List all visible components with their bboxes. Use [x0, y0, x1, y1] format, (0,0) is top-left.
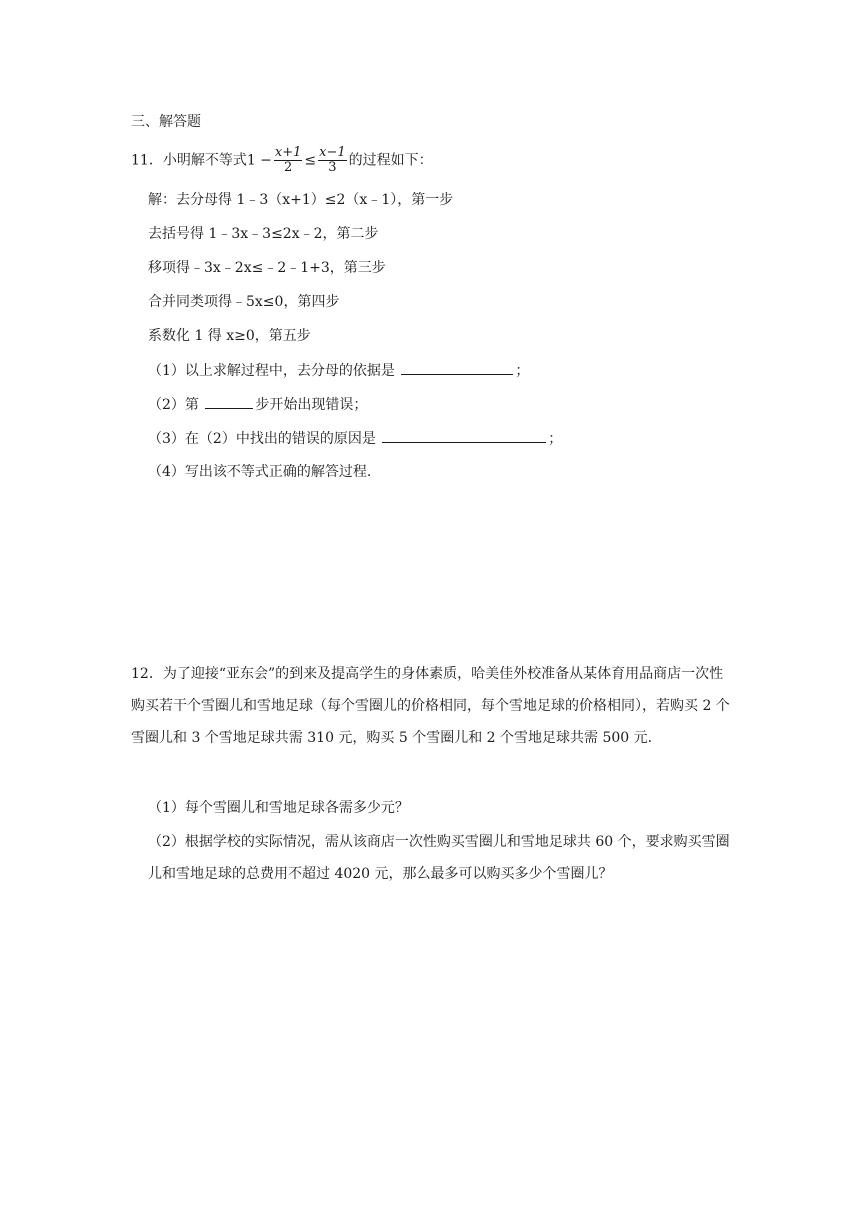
- solution-step-1: 解：去分母得 1﹣3（x+1）≤2（x﹣1），第一步: [148, 192, 454, 208]
- part-2-end: 步开始出现错误；: [255, 397, 368, 413]
- fraction-one: [274, 146, 303, 175]
- fraction-one-numerator: x+1: [274, 145, 302, 160]
- question-12-part-2: （2）根据学校的实际情况，需从该商店一次性购买雪圈儿和雪地足球共 60 个，要求购买雪圈儿和雪地足球的总费用不超过 4020 元，那么最多可以购买多少个雪圈儿？: [148, 834, 730, 882]
- part-1-end: ；: [515, 363, 530, 379]
- question-11-stem-text: 小明解不等式: [162, 152, 247, 169]
- question-11-part-3: [148, 428, 562, 449]
- inequality-left: 1 −: [246, 152, 272, 169]
- question-12-number: 12．: [131, 666, 163, 682]
- answer-blank-2[interactable]: [205, 394, 253, 409]
- question-11-stem-tail: 的过程如下：: [348, 152, 433, 169]
- solution-step-4: 合并同类项得﹣5x≤0，第四步: [148, 294, 340, 310]
- question-11-number: 11．: [131, 152, 163, 169]
- question-12-part-1: （1）每个雪圈儿和雪地足球各需多少元？: [148, 800, 409, 816]
- question-11-part-2: [148, 394, 367, 415]
- answer-blank-3[interactable]: [382, 428, 546, 443]
- question-11-part-1: [148, 360, 529, 381]
- part-2-text: （2）第: [148, 397, 199, 413]
- question-11-part-4: （4）写出该不等式正确的解答过程.: [148, 464, 372, 480]
- fraction-one-denominator: 2: [284, 160, 293, 175]
- fraction-two-denominator: 3: [328, 160, 337, 175]
- part-3-end: ；: [548, 431, 563, 447]
- solution-step-5: 系数化 1 得 x≥0，第五步: [148, 328, 311, 344]
- solution-step-2: 去括号得 1﹣3x﹣3≤2x﹣2，第二步: [148, 226, 379, 242]
- question-11-stem: [131, 146, 433, 175]
- part-3-text: （3）在（2）中找出的错误的原因是: [148, 431, 376, 447]
- section-title: 三、解答题: [131, 114, 201, 130]
- fraction-two-numerator: x−1: [319, 145, 346, 160]
- fraction-two: [318, 146, 347, 175]
- inequality-sign: ≤: [304, 152, 317, 169]
- question-12-stem-text: 为了迎接“亚东会”的到来及提高学生的身体素质，哈美佳外校准备从某体育用品商店一次性购买若干个雪圈儿和雪地足球（每个雪圈儿的价格相同，每个雪地足球的价格相同），若购买 2 个雪圈儿和 3 个雪地足球共需 310 元，购买 5 个雪圈儿和 2 个雪地足球共需 500 元.: [131, 666, 730, 746]
- answer-blank-1[interactable]: [401, 360, 513, 375]
- question-12-stem: [131, 658, 731, 754]
- part-1-text: （1）以上求解过程中，去分母的依据是: [148, 363, 395, 379]
- solution-step-3: 移项得﹣3x﹣2x≤﹣2﹣1+3，第三步: [148, 260, 386, 276]
